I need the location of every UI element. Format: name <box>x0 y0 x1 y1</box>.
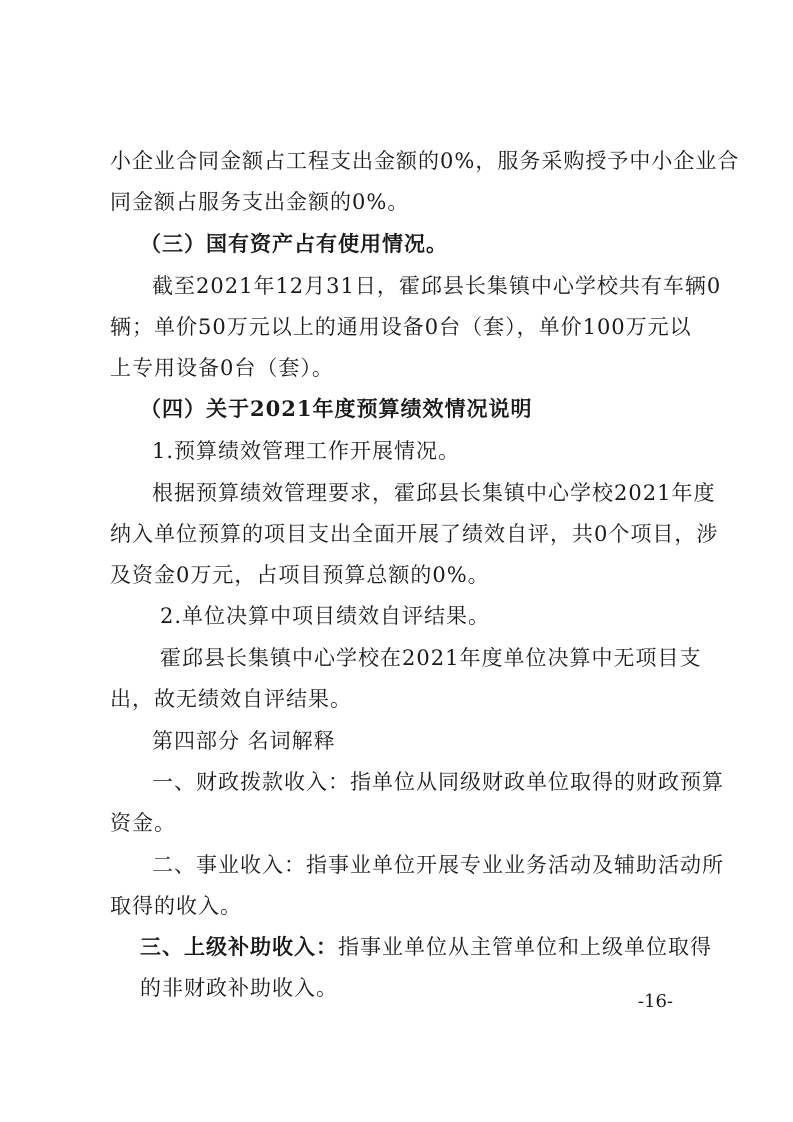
term-definition: 一、财政拨款收入：指单位从同级财政单位取得的财政预算 <box>152 770 724 794</box>
section-heading: （三）国有资产占有使用情况。 <box>140 231 448 256</box>
subsection-heading: 1.预算绩效管理工作开展情况。 <box>152 439 461 463</box>
paragraph-line: 截至2021年12月31日，霍邱县长集镇中心学校共有车辆0 <box>152 274 722 298</box>
page-number: -16- <box>637 991 673 1012</box>
paragraph-line: 上专用设备0台（套）。 <box>110 356 334 380</box>
paragraph-line: 取得的收入。 <box>110 894 242 918</box>
subsection-heading: 2.单位决算中项目绩效自评结果。 <box>160 604 491 628</box>
paragraph-line: 资金。 <box>110 811 176 835</box>
part-heading: 第四部分 名词解释 <box>152 729 336 753</box>
paragraph-line: 及资金0万元，占项目预算总额的0%。 <box>110 563 490 587</box>
paragraph-line: 同金额占服务支出金额的0%。 <box>110 190 410 214</box>
paragraph-line: 霍邱县长集镇中心学校在2021年度单位决算中无项目支 <box>160 646 702 670</box>
term-definition: 二、事业收入：指事业单位开展专业业务活动及辅助活动所 <box>152 853 724 877</box>
paragraph-line: 辆；单价50万元以上的通用设备0台（套），单价100万元以 <box>110 315 692 339</box>
term-text: 指事业单位从主管单位和上级单位取得 <box>338 935 712 959</box>
paragraph-line: 出，故无绩效自评结果。 <box>110 687 352 711</box>
term-name: 三、上级补助收入： <box>140 934 338 959</box>
paragraph-line: 的非财政补助收入。 <box>140 976 338 1000</box>
term-definition <box>140 933 712 961</box>
paragraph-line: 纳入单位预算的项目支出全面开展了绩效自评，共0个项目，涉 <box>110 522 719 546</box>
section-heading: （四）关于2021年度预算绩效情况说明 <box>140 396 533 421</box>
paragraph-line: 根据预算绩效管理要求，霍邱县长集镇中心学校2021年度 <box>152 481 716 505</box>
paragraph-line: 小企业合同金额占工程支出金额的0%，服务采购授予中小企业合 <box>110 149 740 173</box>
